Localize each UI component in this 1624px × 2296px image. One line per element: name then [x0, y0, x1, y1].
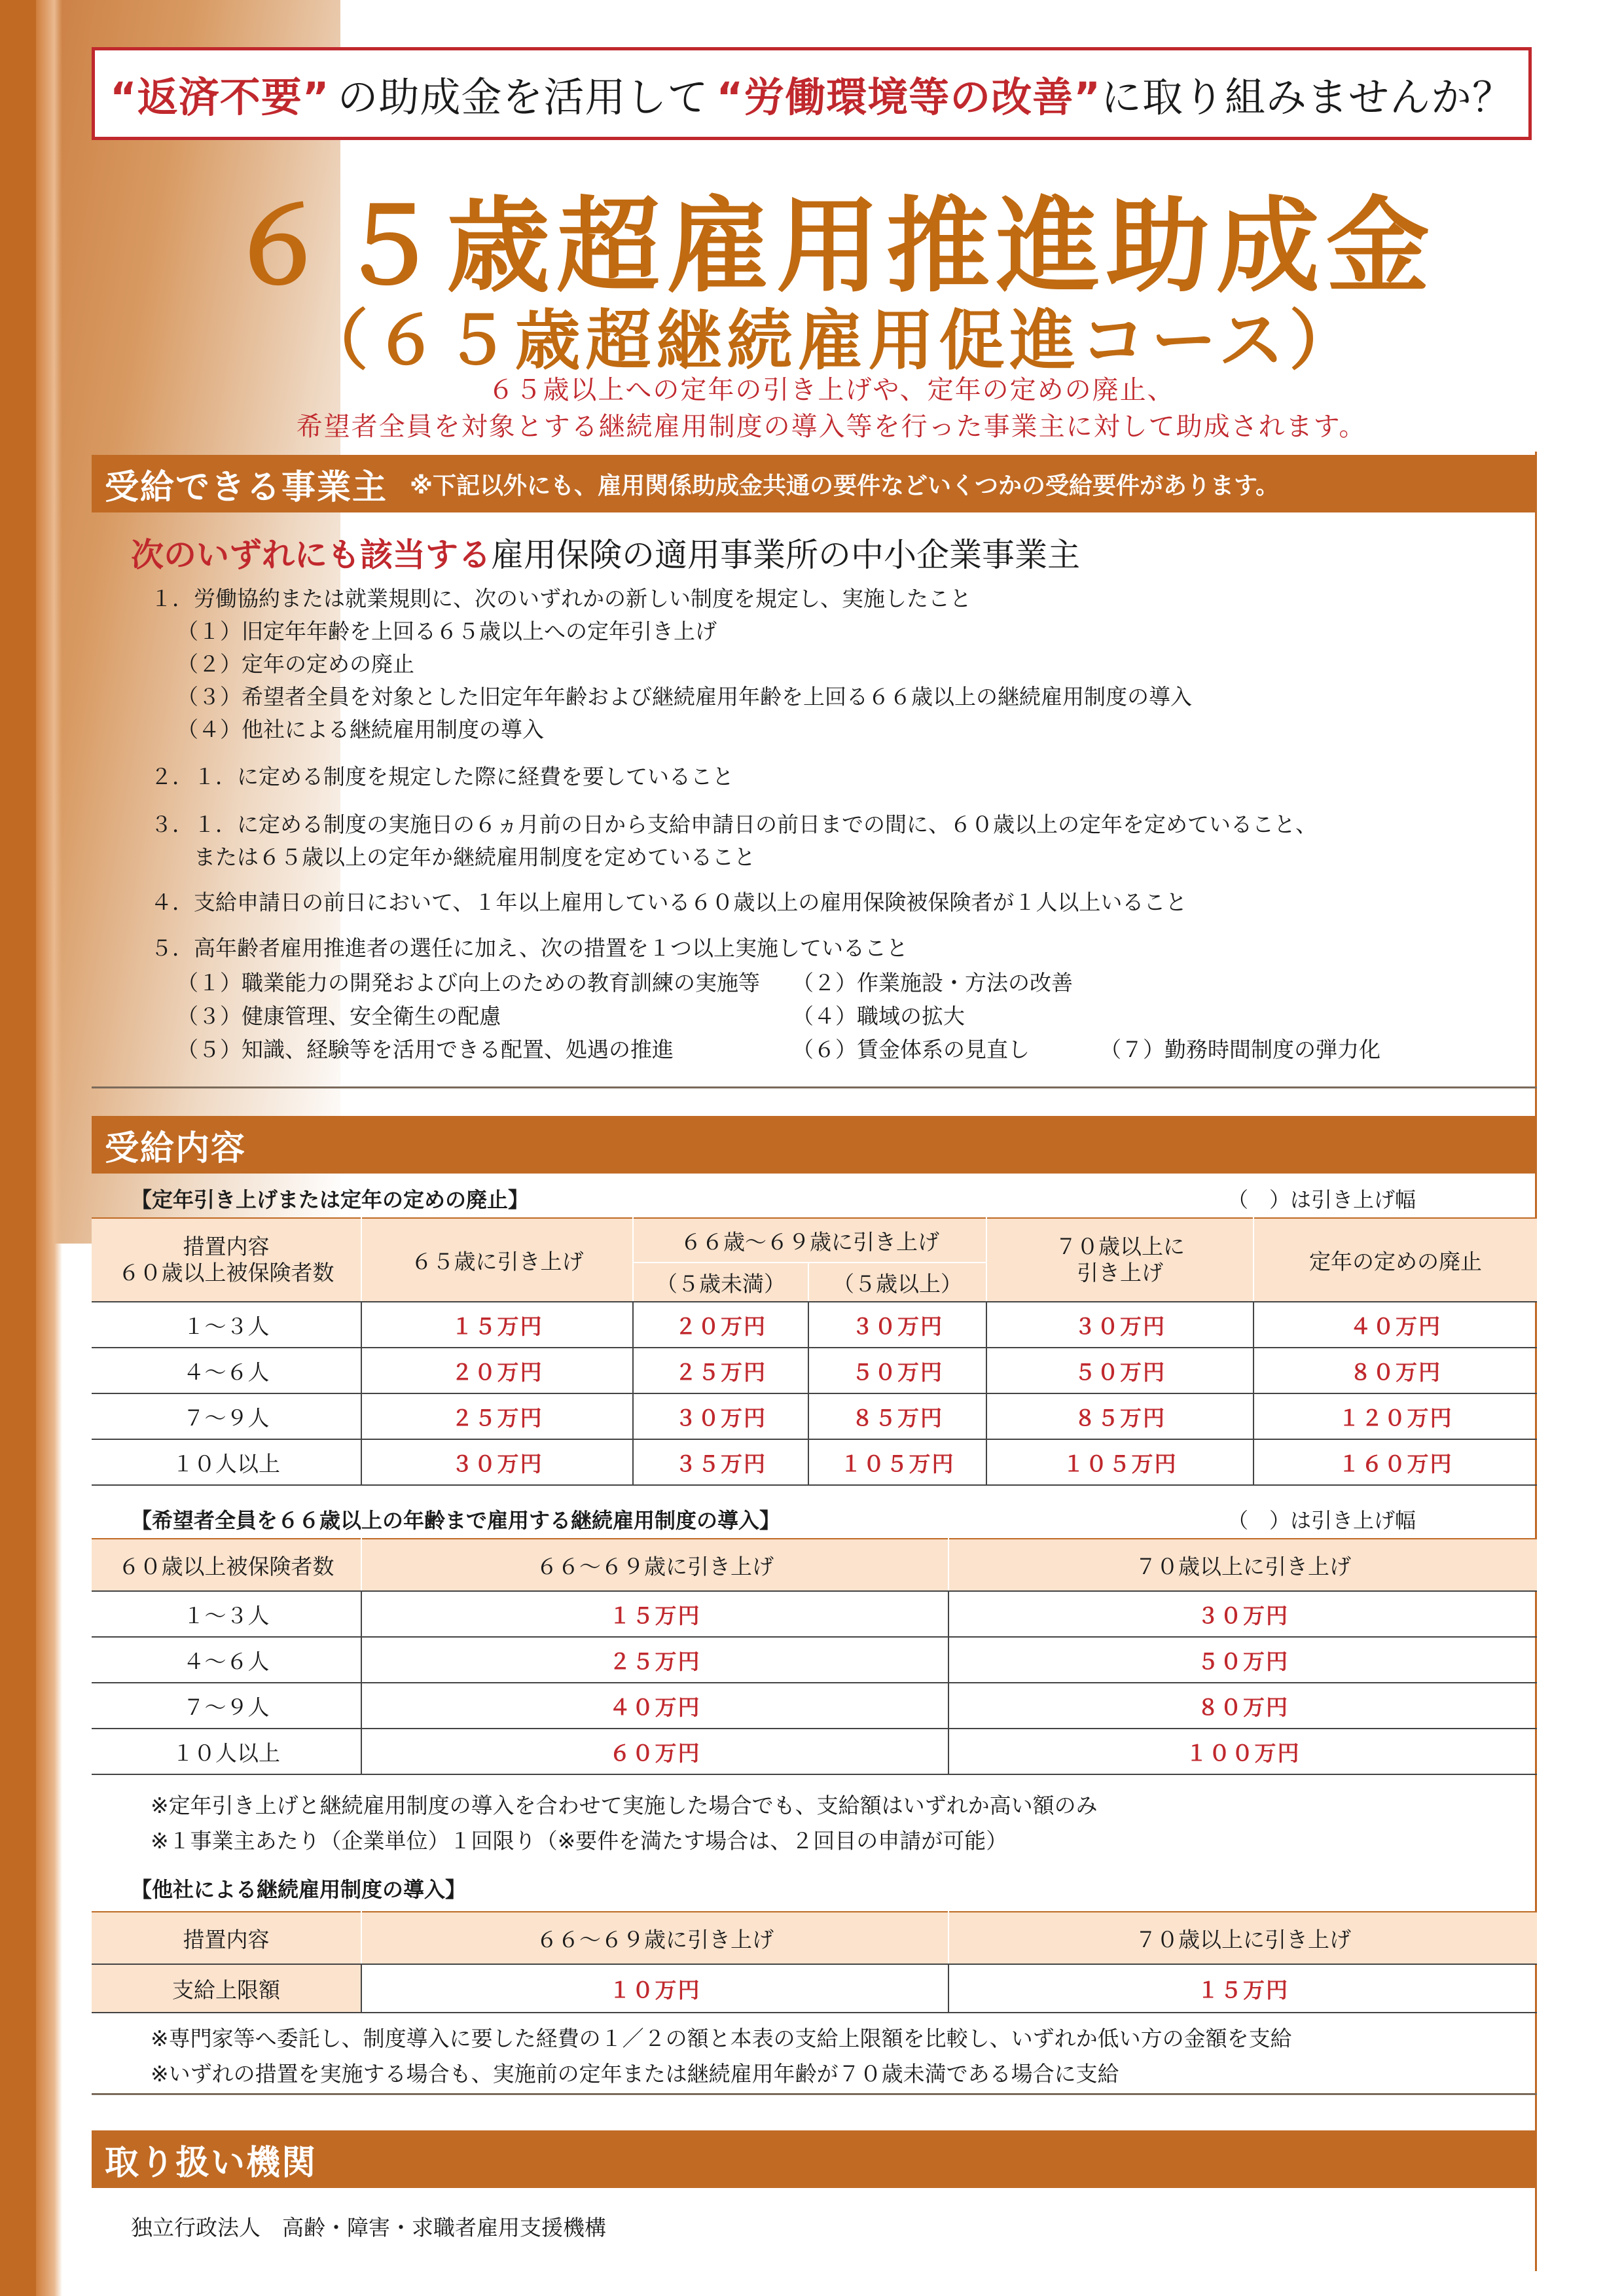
table1-note: （ ）は引き上げ幅: [1227, 1187, 1416, 1212]
table-row: [92, 1348, 1537, 1393]
row-label: ７～９人: [183, 1694, 270, 1720]
section-divider: [92, 2093, 1537, 2095]
condition-item-3: [151, 808, 1317, 874]
note-line: ※いずれの措置を実施する場合も、実施前の定年または継続雇用年齢が７０歳未満である場合に支給: [151, 2061, 1119, 2087]
measure-3: （３）健康管理、安全衛生の配慮: [177, 1003, 501, 1029]
table3-label: 【他社による継続雇用制度の導入】: [131, 1877, 467, 1902]
measure-2: （２）作業施設・方法の改善: [792, 970, 1073, 996]
banner-keyword-2: “労働環境等の改善”: [716, 73, 1101, 121]
table-row: [92, 1439, 1537, 1485]
banner-keyword-1: “返済不要”: [109, 73, 330, 121]
list-item: ３．１．に定める制度の実施日の６ヵ月前の日から支給申請日の前日までの間に、６０歳以上の定年を定めていること、: [151, 812, 1317, 837]
amount-cell: １６０万円: [1254, 1439, 1537, 1485]
lead-text: [79, 372, 1584, 445]
list-item: （４）他社による継続雇用制度の導入: [177, 717, 544, 742]
table-row: [92, 1683, 1537, 1729]
row-label: ７～９人: [183, 1405, 270, 1431]
table1-label: 【定年引き上げまたは定年の定めの廃止】: [131, 1187, 530, 1212]
table-row: [92, 1729, 1537, 1774]
agency-name: 独立行政法人 高齢・障害・求職者雇用支援機構: [131, 2215, 606, 2240]
list-item: （１）旧定年年齢を上回る６５歳以上への定年引き上げ: [177, 619, 717, 644]
left-accent-bar: [0, 0, 36, 2296]
row-label: １０人以上: [172, 1740, 280, 1766]
headline-banner: [92, 47, 1532, 140]
row-label: １～３人: [183, 1313, 270, 1339]
condition-item-2: ２．１．に定める制度を規定した際に経費を要していること: [151, 764, 734, 789]
list-item: （２）定年の定めの廃止: [177, 651, 414, 677]
header-66-69: ６６～６９歳に引き上げ: [361, 1912, 948, 1964]
conditions-rest: 雇用保険の適用事業所の中小企業事業主: [491, 536, 1080, 574]
amount-cell: ８５万円: [808, 1393, 986, 1439]
header-text: 引き上げ: [1077, 1260, 1163, 1285]
amount-cell: ２５万円: [633, 1348, 808, 1393]
amount-cell: ２０万円: [633, 1302, 808, 1348]
header-66-69: ６６歳～６９歳に引き上げ: [633, 1218, 986, 1263]
measure-1: （１）職業能力の開発および向上のための教育訓練の実施等: [177, 970, 760, 996]
amount-66-69: １０万円: [361, 1964, 948, 2013]
header-count: ６０歳以上被保険者数: [92, 1539, 361, 1591]
section-heading: 受給できる事業主: [105, 467, 388, 507]
page-title: ６５歳超雇用推進助成金: [226, 187, 1436, 307]
left-accent-gradient: [36, 0, 62, 2296]
table-retirement-age: [92, 1217, 1537, 1486]
lead-line-1: ６５歳以上への定年の引き上げや、定年の定めの廃止、: [488, 375, 1175, 405]
header-text: ７０歳以上に: [1055, 1234, 1185, 1259]
condition-item-5: ５．高年齢者雇用推進者の選任に加え、次の措置を１つ以上実施していること: [151, 935, 908, 961]
amount-cell: ３０万円: [948, 1591, 1537, 1637]
banner-text-2: に取り組みませんか？: [1101, 73, 1514, 121]
amount-cell: ５０万円: [948, 1637, 1537, 1683]
section-heading: 取り扱い機関: [105, 2143, 317, 2183]
amount-cell: １５万円: [361, 1591, 948, 1637]
amount-cell: ５０万円: [808, 1348, 986, 1393]
condition-item-4: ４．支給申請日の前日において、１年以上雇用している６０歳以上の雇用保険被保険者が１人以上いること: [151, 889, 1187, 915]
amount-cell: ４０万円: [1254, 1302, 1537, 1348]
amount-cell: ８０万円: [948, 1683, 1537, 1729]
list-item: （３）希望者全員を対象とした旧定年年齢および継続雇用年齢を上回る６６歳以上の継続雇用制度の導入: [177, 684, 1192, 709]
table-row: [92, 1964, 1537, 2013]
amount-cell: ５０万円: [986, 1348, 1254, 1393]
banner-text-1: の助成金を活用して: [337, 73, 709, 121]
table-row: [92, 1637, 1537, 1683]
row-label: １～３人: [183, 1602, 270, 1628]
section-heading: 受給内容: [105, 1128, 247, 1168]
conditions-emphasis: 次のいずれにも該当する: [131, 536, 491, 574]
header-measure: 措置内容: [92, 1912, 361, 1964]
note-line: ※１事業主あたり（企業単位）１回限り（※要件を満たす場合は、２回目の申請が可能）: [151, 1828, 1008, 1854]
measure-7: （７）勤務時間制度の弾力化: [1100, 1037, 1380, 1062]
header-65: ６５歳に引き上げ: [361, 1218, 633, 1302]
header-text: ６０歳以上被保険者数: [118, 1260, 334, 1285]
row-label: １０人以上: [172, 1450, 280, 1477]
note-line: ※専門家等へ委託し、制度導入に要した経費の１／２の額と本表の支給上限額を比較し、いずれか低い方の金額を支給: [151, 2026, 1292, 2051]
table2-label: 【希望者全員を６６歳以上の年齢まで雇用する継続雇用制度の導入】: [131, 1508, 781, 1533]
row-label: 支給上限額: [92, 1964, 361, 2013]
section-eligible-employers: [92, 455, 1537, 512]
amount-cell: ３０万円: [361, 1439, 633, 1485]
header-measure-count: [92, 1218, 361, 1302]
header-abolish: 定年の定めの廃止: [1254, 1218, 1537, 1302]
amount-cell: ２０万円: [361, 1348, 633, 1393]
lead-line-2: 希望者全員を対象とする継続雇用制度の導入等を行った事業主に対して助成されます。: [296, 412, 1367, 442]
header-70: [986, 1218, 1254, 1302]
measure-6: （６）賃金体系の見直し: [792, 1037, 1030, 1062]
amount-cell: １２０万円: [1254, 1393, 1537, 1439]
amount-cell: ８５万円: [986, 1393, 1254, 1439]
amount-cell: １０５万円: [986, 1439, 1254, 1485]
row-label: ４～６人: [183, 1648, 270, 1674]
header-70: ７０歳以上に引き上げ: [948, 1539, 1537, 1591]
condition-item-1: [151, 583, 1192, 746]
section-benefit-content: [92, 1116, 1537, 1174]
header-ge5: （５歳以上）: [808, 1263, 986, 1302]
amount-cell: １５万円: [361, 1302, 633, 1348]
amount-cell: ８０万円: [1254, 1348, 1537, 1393]
notes-block-1: [151, 1788, 1098, 1859]
amount-cell: ３０万円: [986, 1302, 1254, 1348]
list-item: １．労働協約または就業規則に、次のいずれかの新しい制度を規定し、実施したこと: [151, 586, 971, 611]
amount-cell: ３５万円: [633, 1439, 808, 1485]
table-other-company: [92, 1911, 1537, 2013]
amount-cell: ２５万円: [361, 1393, 633, 1439]
table2-note: （ ）は引き上げ幅: [1227, 1508, 1416, 1533]
header-text: 措置内容: [183, 1234, 270, 1259]
amount-70: １５万円: [948, 1964, 1537, 2013]
header-66-69: ６６～６９歳に引き上げ: [361, 1539, 948, 1591]
table-continued-employment: [92, 1538, 1537, 1775]
list-item: または６５歳以上の定年か継続雇用制度を定めていること: [151, 844, 755, 870]
section-handling-agency: [92, 2130, 1537, 2188]
amount-cell: ３０万円: [808, 1302, 986, 1348]
header-70: ７０歳以上に引き上げ: [948, 1912, 1537, 1964]
amount-cell: １００万円: [948, 1729, 1537, 1774]
conditions-heading: [131, 529, 1080, 576]
measure-4: （４）職域の拡大: [792, 1003, 965, 1029]
page-subtitle: （６５歳超継続雇用促進コース）: [302, 302, 1360, 379]
measure-5: （５）知識、経験等を活用できる配置、処遇の推進: [177, 1037, 674, 1062]
notes-block-2: [151, 2021, 1292, 2092]
amount-cell: ３０万円: [633, 1393, 808, 1439]
amount-cell: １０５万円: [808, 1439, 986, 1485]
table-row: [92, 1302, 1537, 1348]
table-row: [92, 1393, 1537, 1439]
amount-cell: ６０万円: [361, 1729, 948, 1774]
section-note: ※下記以外にも、雇用関係助成金共通の要件などいくつかの受給要件があります。: [410, 472, 1280, 499]
table-row: [92, 1591, 1537, 1637]
amount-cell: ４０万円: [361, 1683, 948, 1729]
section-divider: [92, 1086, 1537, 1088]
row-label: ４～６人: [183, 1359, 270, 1385]
amount-cell: ２５万円: [361, 1637, 948, 1683]
note-line: ※定年引き上げと継続雇用制度の導入を合わせて実施した場合でも、支給額はいずれか高い額のみ: [151, 1793, 1098, 1818]
header-lt5: （５歳未満）: [633, 1263, 808, 1302]
